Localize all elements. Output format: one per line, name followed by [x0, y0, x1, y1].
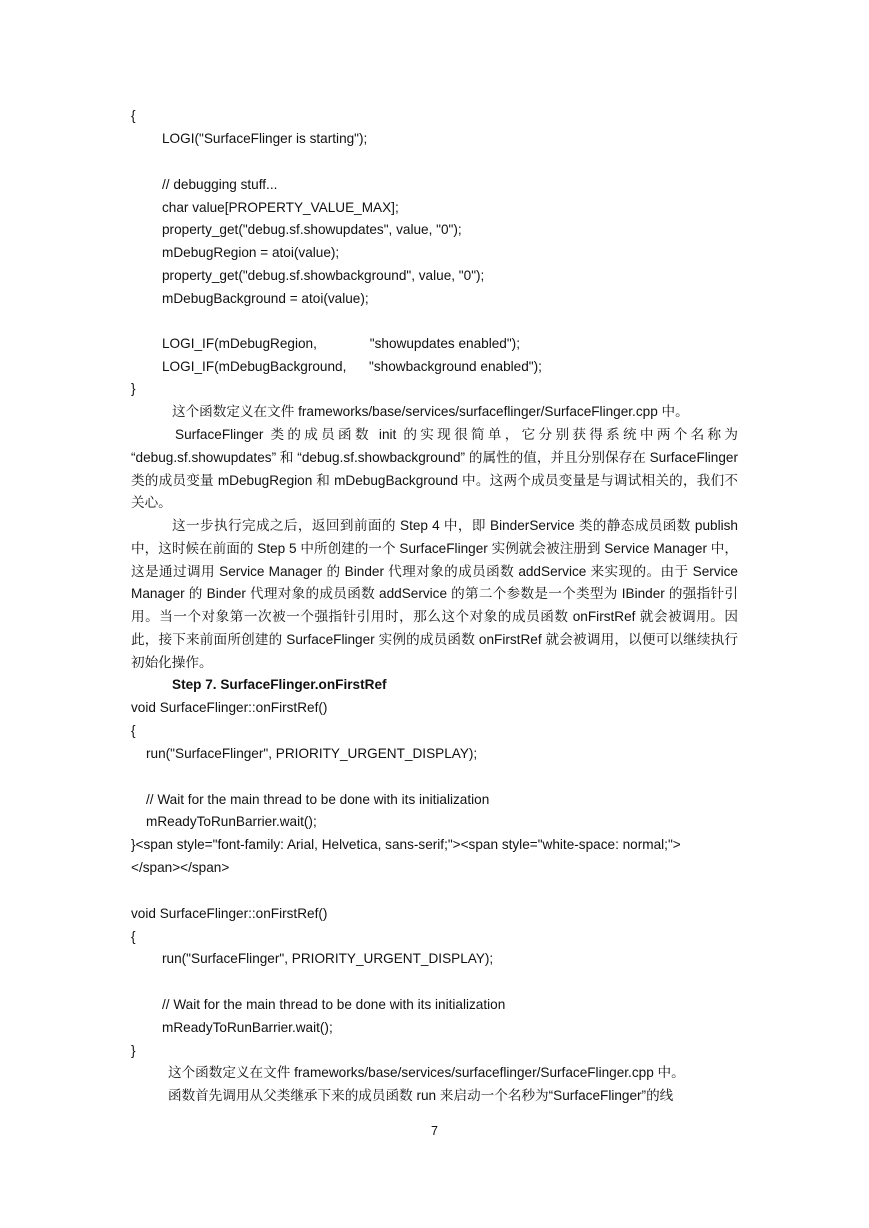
code-line: mDebugRegion = atoi(value); [162, 245, 340, 260]
code-comment: // Wait for the main thread to be done with its initialization [162, 997, 506, 1012]
code-comment: // debugging stuff... [162, 177, 278, 192]
code-line: run("SurfaceFlinger", PRIORITY_URGENT_DISPLAY); [162, 951, 494, 966]
code-line: mDebugBackground = atoi(value); [162, 291, 369, 306]
code-line: { [131, 929, 136, 944]
code-line: } [131, 1043, 136, 1058]
code-line: property_get("debug.sf.showupdates", value, "0"); [162, 222, 462, 237]
code-line: </span></span> [131, 860, 230, 875]
body-paragraph: 这一步执行完成之后，返回到前面的 Step 4 中，即 BinderService 类的静态成员函数 publish 中，这时候在前面的 Step 5 中所创建的一个 SurfaceFlinger 实例就会被注册到 Service Manager 中，这是通过调用 Service Manager 的 Binder 代理对象的成员函数 addService 来实现的。由于 Service Manager 的 Binder 代理对象的成员函数 addService 的第二个参数是一个类型为 IBinder 的强指针引用。当一个对象第一次被一个强指针引用时，那么这个对象的成员函数 onFirstRef 就会被调用。因此，接下来前面所创建的 SurfaceFlinger 实例的成员函数 onFirstRef 就会被调用，以便可以继续执行初始化操作。 [131, 518, 738, 670]
code-line: LOGI_IF(mDebugRegion, "showupdates enabled"); [162, 336, 520, 351]
code-line: mReadyToRunBarrier.wait(); [146, 814, 317, 829]
body-paragraph: 函数首先调用从父类继承下来的成员函数 run 来启动一个名秒为“SurfaceFlinger”的线 [168, 1088, 674, 1103]
code-line: { [131, 723, 136, 738]
code-line: char value[PROPERTY_VALUE_MAX]; [162, 200, 399, 215]
code-line: { [131, 108, 136, 123]
code-line: void SurfaceFlinger::onFirstRef() [131, 700, 328, 715]
code-line: mReadyToRunBarrier.wait(); [162, 1020, 333, 1035]
code-comment: // Wait for the main thread to be done with its initialization [146, 792, 490, 807]
code-line: }<span style="font-family: Arial, Helvetica, sans-serif;"><span style="white-space: normal;"> [131, 837, 681, 852]
page-number: 7 [431, 1124, 438, 1138]
code-line: LOGI_IF(mDebugBackground, "showbackground enabled"); [162, 359, 542, 374]
code-line: run("SurfaceFlinger", PRIORITY_URGENT_DISPLAY); [146, 746, 478, 761]
body-paragraph: 这个函数定义在文件 frameworks/base/services/surfaceflinger/SurfaceFlinger.cpp 中。 [168, 1065, 685, 1080]
code-line: void SurfaceFlinger::onFirstRef() [131, 906, 328, 921]
body-paragraph: SurfaceFlinger 类的成员函数 init 的实现很简单，它分别获得系统中两个名称为 “debug.sf.showupdates” 和 “debug.sf.showbackground” 的属性的值，并且分别保存在 SurfaceFlinger 类的成员变量 mDebugRegion 和 mDebugBackground 中。这两个成员变量是与调试相关的，我们不关心。 [131, 427, 738, 511]
code-line: LOGI("SurfaceFlinger is starting"); [162, 131, 368, 146]
body-paragraph: 这个函数定义在文件 frameworks/base/services/surfaceflinger/SurfaceFlinger.cpp 中。 [172, 404, 689, 419]
code-line: } [131, 381, 136, 396]
code-line: property_get("debug.sf.showbackground", value, "0"); [162, 268, 485, 283]
step-heading: Step 7. SurfaceFlinger.onFirstRef [172, 677, 387, 692]
